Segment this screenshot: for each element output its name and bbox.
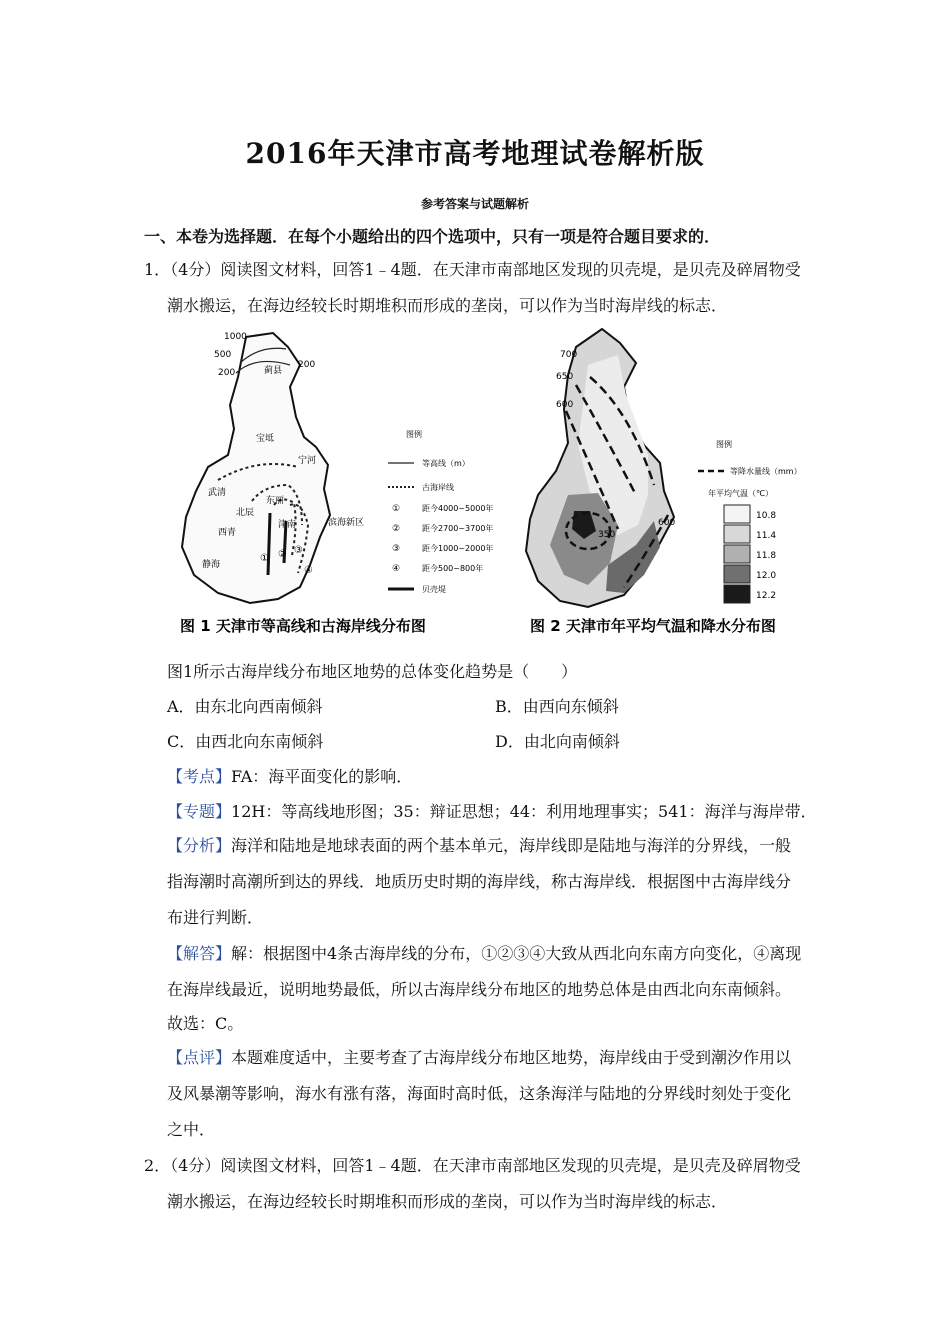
temp-swatch-label: 10.8 [756,511,777,521]
fig1-legend-5: 距今500~800年 [422,564,484,573]
zhuanti-tag: 【专题】 [167,802,232,821]
q1-question: 图1所示古海岸线分布地区地势的总体变化趋势是（ ） [167,662,578,681]
place-jinnan: 津南 [278,520,297,530]
fig2-legend-temp-title: 年平均气温（℃） [708,489,773,498]
temp-swatch [724,545,750,563]
contour-label-200b: 200 [298,360,316,370]
isohyet-700: 700 [560,350,578,360]
marker-2: ② [278,549,287,560]
kaodian-tag: 【考点】 [167,767,232,786]
option-c[interactable]: C．由西北向东南倾斜 [167,732,324,751]
place-binhai: 滨海新区 [328,518,365,528]
option-b[interactable]: B．由西向东倾斜 [495,697,619,716]
jieda-line1 [167,941,801,964]
fig1-legend-marker-3: ③ [392,544,401,554]
fig1-legend-title: 图例 [406,430,422,439]
temp-swatch [724,505,750,523]
isohyet-350: 350 [598,530,616,540]
fig1-legend-3: 距今2700~3700年 [422,524,494,533]
contour-label-1000: 1000 [224,332,247,342]
figure1-legend [388,429,493,594]
fenxi-text1: 海洋和陆地是地球表面的两个基本单元，海岸线即是陆地与海洋的分界线，一般 [231,836,792,855]
place-jixian: 蓟县 [264,366,283,376]
q1-stem-line1: 1．（4分）阅读图文材料，回答1﹣4题．在天津市南部地区发现的贝壳堤，是贝壳及碎屑物受 [144,260,801,279]
marker-3: ③ [294,545,303,556]
fig1-legend-marker-1: ① [392,504,401,514]
place-jinghai: 静海 [202,560,221,570]
fig1-legend-marker-2: ② [392,524,401,534]
kaodian-text: FA：海平面变化的影响． [231,767,413,786]
place-baodi: 宝坻 [256,434,275,444]
figure2-map [526,329,675,607]
zhuanti-text: 12H：等高线地形图；35：辩证思想；44：利用地理事实；541：海洋与海岸带． [231,802,817,821]
temperature-swatches [724,505,776,603]
fig1-legend-6: 贝壳堤 [422,585,446,594]
figure-group [178,325,828,650]
marker-1: ① [260,553,269,564]
page-title: 2016年天津市高考地理试卷解析版 [245,137,705,170]
jieda-text1: 解：根据图中4条古海岸线的分布，①②③④大致从西北向东南方向变化，④离现 [231,944,802,963]
q1-stem-line2: 潮水搬运，在海边经较长时期堆积而形成的垄岗，可以作为当时海岸线的标志． [167,296,728,315]
fenxi-line2: 指海潮时高潮所到达的界线．地质历史时期的海岸线，称古海岸线．根据图中古海岸线分 [167,872,792,891]
place-wuqing: 武清 [208,488,227,498]
temp-swatch-label: 11.4 [756,531,777,541]
contour-label-500: 500 [214,350,232,360]
temp-swatch [724,585,750,603]
contour-label-200a: 200 [218,368,236,378]
figure2-caption: 图 2 天津市年平均气温和降水分布图 [530,617,776,635]
fig1-legend-4: 距今1000~2000年 [422,544,494,553]
fig1-legend-2: 距今4000~5000年 [422,504,494,513]
isohyet-650: 650 [556,372,574,382]
q2-stem-line2: 潮水搬运，在海边经较长时期堆积而形成的垄岗，可以作为当时海岸线的标志． [167,1192,728,1211]
option-d[interactable]: D．由北向南倾斜 [495,732,620,751]
zhuanti-line [167,799,817,822]
place-beichen: 北辰 [236,508,255,518]
temp-swatch-label: 12.2 [756,591,777,601]
temp-swatch [724,565,750,583]
place-dongli: 东丽 [266,496,285,506]
dianping-text1: 本题难度适中，主要考查了古海岸线分布地区地势，海岸线由于受到潮汐作用以 [231,1048,792,1067]
fenxi-line1 [167,833,791,856]
fig1-legend-0: 等高线（m） [422,459,470,468]
isohyet-600a: 600 [556,400,574,410]
marker-4: ④ [304,565,313,576]
dianping-line3: 之中． [167,1120,216,1139]
dianping-line2: 及风暴潮等影响，海水有涨有落，海面时高时低，这条海洋与陆地的分界线时刻处于变化 [167,1084,792,1103]
place-xiqing: 西青 [218,528,237,538]
figure1-map [182,332,364,603]
isohyet-600b: 600 [658,518,676,528]
dianping-tag: 【点评】 [167,1048,232,1067]
q2-stem-line1: 2．（4分）阅读图文材料，回答1﹣4题．在天津市南部地区发现的贝壳堤，是贝壳及碎屑物受 [144,1156,801,1175]
section-heading: 一、本卷为选择题．在每个小题给出的四个选项中，只有一项是符合题目要求的． [144,227,721,246]
fig1-legend-marker-4: ④ [392,564,401,574]
kaodian-line [167,764,412,787]
temp-swatch-label: 12.0 [756,571,777,581]
temp-swatch [724,525,750,543]
fig2-legend-title: 图例 [716,440,732,449]
temp-swatch-label: 11.8 [756,551,777,561]
fenxi-line3: 布进行判断． [167,908,264,927]
option-a[interactable]: A．由东北向西南倾斜 [167,697,323,716]
place-ninghe: 宁河 [298,456,317,466]
jieda-line3: 故选：C。 [167,1014,244,1033]
figure1-caption: 图 1 天津市等高线和古海岸线分布图 [180,617,426,635]
dianping-line1 [167,1045,791,1068]
jieda-line2: 在海岸线最近，说明地势最低，所以古海岸线分布地区的地势总体是由西北向东南倾斜。 [167,980,792,999]
fenxi-tag: 【分析】 [167,836,232,855]
fig1-legend-1: 古海岸线 [422,483,454,492]
figure2-legend [698,439,802,603]
jieda-tag: 【解答】 [167,944,232,963]
page-subtitle: 参考答案与试题解析 [420,197,529,211]
fig2-legend-isohyet: 等降水量线（mm） [730,467,802,476]
figure-svg [178,325,828,650]
